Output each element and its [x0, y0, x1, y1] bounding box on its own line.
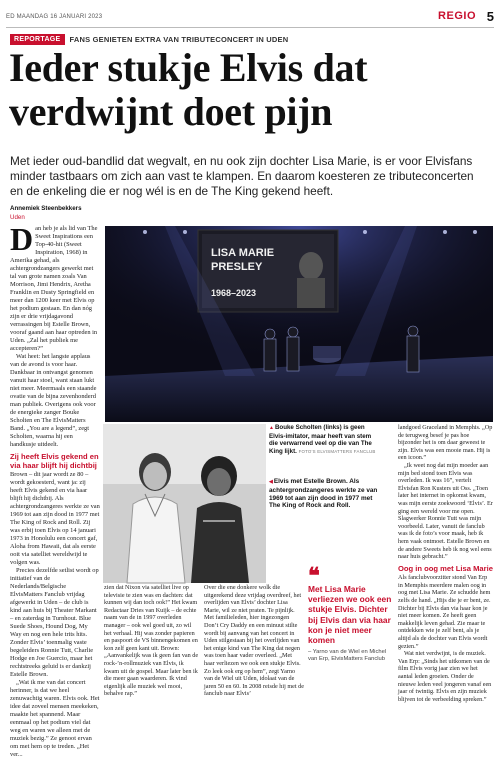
- photo-caption-elvis: ◀Elvis met Estelle Brown. Als achtergrondzangeres werkte ze van 1969 tot aan zijn dood in 1977 met The King of Rock and Roll.: [269, 478, 378, 510]
- article-paragraph: „Wat ik me van dat concert herinner, is dat we heel zenuwachtig waren. Elvis ook. Het idee dat zoveel mensen meekeken, maakte het spannend. Maar eenmaal op het podium viel dat weg en waren we alleen met de muziek bezig.” Ze genoot ervan om met hem op te treden. „Het ver...: [10, 679, 100, 758]
- article-paragraph: Wat niet verdwijnt, is de muziek. Van Erp: „Sinds het uitkomen van de film Elvis vorig jaar zien we het aantal leden groeien. Onder de nieuwe leden veel jongeren vanaf een jaar of twintig. Elvis en zijn muziek blijven tot de verbeelding spreken.”: [398, 650, 492, 703]
- byline: [10, 204, 82, 222]
- section-label: REGIO: [438, 10, 476, 22]
- kicker-subtitle: FANS GENIETEN EXTRA VAN TRIBUTECONCERT IN UDEN: [69, 34, 289, 44]
- article-column-4: [398, 424, 493, 702]
- article-column-3: [204, 584, 304, 702]
- issue-date: ED MAANDAG 16 JANUARI 2023: [6, 14, 103, 20]
- quote-attribution: – Yarno van de Wiel en Michel van Erp, ElvisMatters Fanclub: [308, 649, 387, 663]
- drop-cap: D: [10, 221, 34, 257]
- article-paragraph: Precies dezelfde setlist wordt op initiatief van de Nederlands/Belgische ElvisMatters Fanclub vrijdag afgewerkt in Uden – de club is kind aan huis bij Theater Markant – en zaterdag in Turnhout. Blue Suede Shoes, Hound Dog, My Way en nog een hele trits hits. Zonder Elvis’ toenmalig vaste begeleiders Ronnie Tutt, Charlie Hodge en Joe Guercio, maar het rechtstreeks geluid is er dankzij Estelle Brown.: [10, 567, 99, 678]
- elvis-estelle-photo: [103, 424, 266, 583]
- page-number: 5: [486, 9, 494, 24]
- article-paragraph: Brown – dit jaar wordt ze 80 – wordt gekoesterd, want ja: zij heeft Elvis gekend en via haar blijft hij dichtbij. Als achtergrondzangeres werkte ze van 1969 tot aan zijn dood in 1977 met The King of Rock and Roll. Zij was erbij toen Elvis op 14 januari 1973 in Honolulu een concert gaf, Aloha from Hawaii, dat als eerste ooit via satelliet wereldwijd te volgen was.: [10, 471, 100, 566]
- pull-quote: [308, 563, 392, 663]
- screen-name-line1: LISA MARIE: [211, 247, 275, 259]
- dateline-place: Uden: [10, 214, 25, 221]
- article-paragraph: Wat heet: het langste applaus van de avond is voor haar. Dankbaar in ontvangst genomen vanuit haar stoel, want staan lukt niet meer. Meermaals een staande ovatie van de bijna zevenhonderd man publiek. Overigens ook voor de energieke zanger Bouke Scholten en The ElvisMatters Band. „You are a legend”, zegt Scholten, waarna hij een handkusje uitdeelt.: [10, 353, 97, 448]
- subheading: Oog in oog met Lisa Marie: [398, 563, 493, 573]
- stage-photo: [105, 226, 493, 422]
- author-name: Annemiek Steenbekkers: [10, 205, 82, 212]
- headline: Ieder stukje Elvis dat verdwijnt doet pijn: [9, 45, 368, 134]
- intro-lead: Met ieder oud-bandlid dat wegvalt, en nu ook zijn dochter Lisa Marie, is er voor Elvisfans minder tastbaars om zich aan vast te klampen. En daarom koesteren ze tributeconcerten en de enkeling die er nog wél is en de The King gekend heeft.: [10, 154, 474, 198]
- subheading: Zij heeft Elvis gekend en via haar blijft hij dichtbij: [10, 452, 99, 470]
- stage-illustration: [105, 226, 493, 422]
- quote-mark-icon: ❝: [308, 563, 320, 588]
- article-paragraph: Als fanclubvoorzitter stond Van Erp in Memphis meerdere malen oog in oog met Lisa Marie. Ze schudde hem zelfs de hand. „Hijs die je er bent, ze. Dichter bij Elvis dan via haar kon je niet meer komen. Ze heeft geen makkelijk leven gehad. Zie maar te ontdekken wie je zelf bent, als je altijd als de dochter van Elvis wordt gezien.”: [398, 574, 491, 650]
- caption-arrow-icon: ◀: [269, 479, 273, 485]
- kicker: [10, 33, 288, 45]
- article-column-2: [104, 584, 200, 702]
- page-header: [6, 10, 494, 24]
- reportage-tag: REPORTAGE: [10, 34, 65, 45]
- article-paragraph: Over die ene donkere wolk die uitgerekend deze vrijdag overdreef, het overlijden van Elvis’ dochter Lisa Marie, wil ze niet praten. Te pijnlijk. Met familieleden, hier ingezongen Don’t Cry Daddy en een minuut stilte wordt bij aanvang van het concert in Uden stilgestaan bij het overlijden van het enige kind van The King dat negen was toen haar vader overleed. „Met haar verliezen we ook een stukje Elvis. Zo leek ook erg op hem”, zegt Yarno van de Wiel uit Uden, idolaat van de jaren 50 en 60. In 2008 reisde hij met de fanclub naar Elvis’: [204, 584, 305, 698]
- article-paragraph: „Ik weet nog dat mijn moeder aan mijn bed stond toen Elvis was overleden. Ik was 16”, vertelt Elvisfan Ron Kusters uit Oss. „Toen later het internet in opkomst kwam, was mijn eerste zoekwoord ‘Elvis’. Er ging een wereld voor me open. Slagwerker Ronnie Tutt was mijn voorbeeld. Later, vanuit de fanclub was ik de foto’s voor maak, heb ik hem vaak ontmoet. Estelle Brown en de andere Sweets heb ik nog wel eens naar huis gebracht.”: [398, 461, 493, 561]
- screen-years: 1968–2023: [211, 288, 257, 298]
- header-divider: [6, 27, 494, 28]
- article-paragraph: zien dat Nixon via satelliet live op televisie te zien was en dachten: dat kunnen wij dan toch ook!” Het kwam Redactaar Dries van Kuijk – de echte naam van de in 1997 overleden manager – ook wel goed uit, zo wil het verhaal. Hij was zonder papieren en paspoort de VS binnengekomen en kon zelf geen kant uit. Brown: „Aanvankelijk was ik geen fan van de rock-’n-rollmuziek van Elvis, ik kwam uit de gospel. Maar later ben ik die meer gaan waarderen. Ik vind eigenlijk alle muziek wel mooi, behalve rap.”: [104, 584, 199, 698]
- article-paragraph: Dan heb je als lid van The Sweet Inspirations een Top-40-hit (Sweet Inspiration, 1968) in Amerika gehad, als achtergrondzangers gewerkt met tal van grote namen zoals Van Morrison, Jimi Hendrix, Aretha Franklin en Dusty Springfield en meer dan 1200 keer met Elvis op het podium gestaan. En dan nóg zijn er drie vrijdagavond verrassingen bij Estelle Brown, vooraf gaand aan haar optreden in Uden. „Zal het publiek me accepteren?”: [10, 221, 98, 352]
- article-column-1: [10, 221, 100, 758]
- caption-arrow-icon: ▲: [269, 425, 274, 431]
- screen-name-line2: PRESLEY: [211, 261, 263, 273]
- photo-caption-stage: ▲Bouke Scholten (links) is geen Elvis-imitator, maar heeft van stem die verwarrend veel op die van The King lijkt. FOTO’S ELVISMATTERS FANCLUB: [269, 424, 376, 455]
- photo-credit: FOTO’S ELVISMATTERS FANCLUB: [298, 448, 376, 454]
- article-paragraph: landgoed Graceland in Memphis. „Op de terugweg besef je pas hoe bijzonder het is om daar geweest te zijn. Elvis was een mooie man. Hij is een icoon.”: [398, 424, 493, 462]
- archive-photo-illustration: [103, 424, 266, 583]
- quote-text: Met Lisa Marie verliezen we ook een stukje Elvis. Dichter bij Elvis dan via haar kon je niet meer komen: [308, 584, 392, 646]
